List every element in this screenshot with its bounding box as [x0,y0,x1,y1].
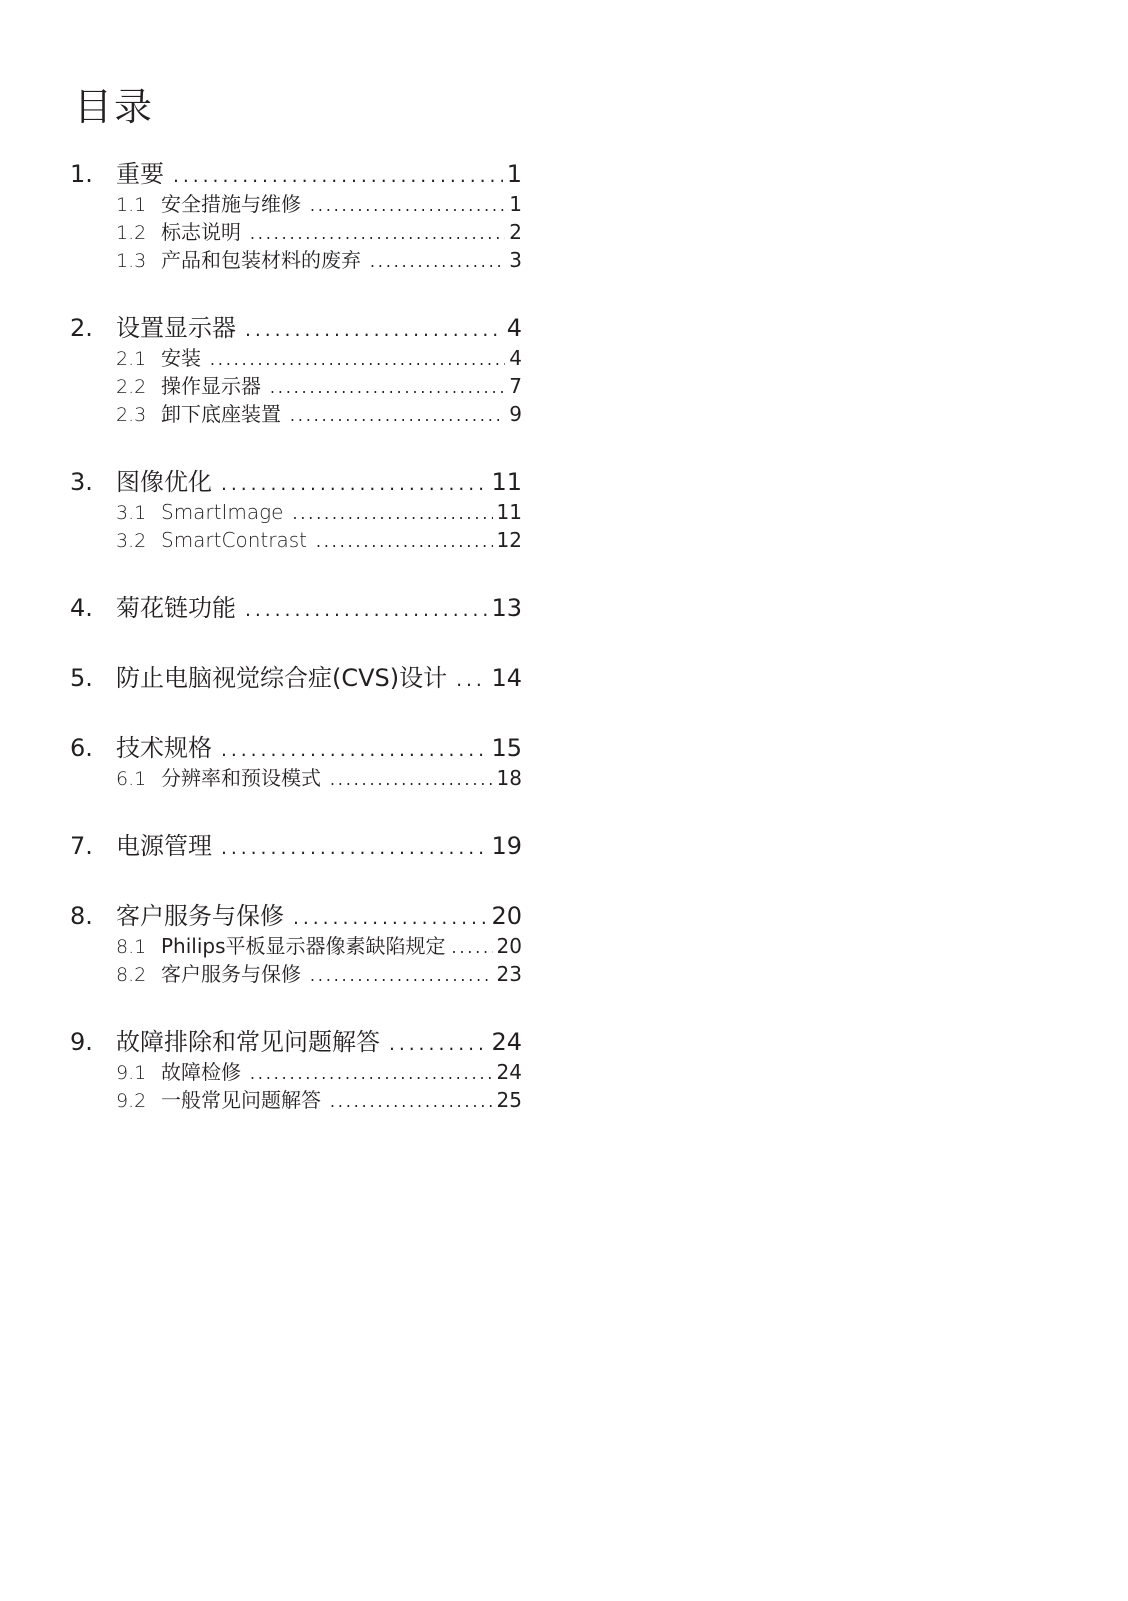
toc-entry-number: 2.2 [116,376,147,398]
toc-entry-9-2[interactable] [70,1086,522,1114]
toc-section-7 [70,830,522,862]
toc-entry-2-2[interactable] [70,372,522,400]
toc-entry-label: SmartImage [161,500,284,524]
dot-leader [330,1088,493,1116]
dot-leader [310,962,493,990]
toc-entry-label: 一般常见问题解答 [161,1088,321,1112]
dot-leader [250,220,505,248]
toc-entry-label: 故障排除和常见问题解答 [116,1028,380,1056]
dot-leader [221,735,487,767]
dot-leader [270,374,505,402]
toc-entry-page: 3 [509,248,522,272]
toc-entry-label: 安全措施与维修 [161,192,301,216]
toc-entry-label: 防止电脑视觉综合症(CVS)设计 [116,664,448,692]
toc-entry-number: 2.1 [116,348,147,370]
toc-entry-6-1[interactable] [70,764,522,792]
dot-leader [370,248,505,276]
toc-entry-4[interactable] [70,592,522,624]
toc-entry-number: 3.1 [116,502,147,524]
toc-entry-label: 重要 [116,160,164,188]
toc-entry-number: 6.1 [116,768,147,790]
toc-entry-number: 1. [70,160,93,188]
toc-entry-1-3[interactable] [70,246,522,274]
dot-leader [452,934,493,962]
toc-entry-page: 20 [496,934,522,958]
toc-entry-page: 1 [506,160,522,188]
table-of-contents [70,158,522,1152]
toc-entry-label: 操作显示器 [161,374,261,398]
toc-section-8 [70,900,522,988]
toc-entry-label: 安装 [161,346,201,370]
toc-entry-9-1[interactable] [70,1058,522,1086]
toc-entry-label: 故障检修 [161,1060,241,1084]
toc-entry-number: 8.1 [116,936,147,958]
toc-entry-label: 设置显示器 [116,314,236,342]
toc-section-2 [70,312,522,428]
toc-entry-1-1[interactable] [70,190,522,218]
toc-entry-8-2[interactable] [70,960,522,988]
toc-entry-number: 9.2 [116,1090,147,1112]
toc-entry-page: 4 [506,314,522,342]
toc-entry-number: 4. [70,594,93,622]
toc-entry-2-3[interactable] [70,400,522,428]
toc-entry-page: 7 [509,374,522,398]
dot-leader [456,665,487,697]
toc-entry-7[interactable] [70,830,522,862]
toc-entry-6[interactable] [70,732,522,764]
toc-entry-page: 18 [496,766,522,790]
toc-entry-page: 19 [491,832,522,860]
toc-entry-label: 产品和包装材料的废弃 [161,248,361,272]
toc-entry-label: SmartContrast [161,528,307,552]
toc-entry-number: 2.3 [116,404,147,426]
toc-entry-number: 9. [70,1028,93,1056]
dot-leader [245,315,503,347]
toc-entry-2-1[interactable] [70,344,522,372]
dot-leader [330,766,493,794]
toc-section-5 [70,662,522,694]
toc-entry-8-1[interactable] [70,932,522,960]
toc-entry-number: 9.1 [116,1062,147,1084]
toc-entry-page: 11 [491,468,522,496]
dot-leader [310,192,505,220]
toc-entry-page: 20 [491,902,522,930]
toc-entry-label: 客户服务与保修 [161,962,301,986]
toc-entry-page: 24 [491,1028,522,1056]
toc-entry-number: 3. [70,468,93,496]
toc-entry-label: 菊花链功能 [116,594,236,622]
toc-entry-1[interactable] [70,158,522,190]
toc-section-9 [70,1026,522,1114]
toc-entry-number: 1.1 [116,194,147,216]
toc-entry-page: 13 [491,594,522,622]
toc-entry-page: 24 [496,1060,522,1084]
toc-entry-page: 9 [509,402,522,426]
toc-entry-3-1[interactable] [70,498,522,526]
toc-section-4 [70,592,522,624]
toc-entry-page: 11 [496,500,522,524]
toc-entry-1-2[interactable] [70,218,522,246]
toc-entry-number: 8.2 [116,964,147,986]
dot-leader [316,528,493,556]
toc-entry-page: 12 [496,528,522,552]
toc-entry-5[interactable] [70,662,522,694]
toc-entry-8[interactable] [70,900,522,932]
toc-entry-label: 客户服务与保修 [116,902,284,930]
dot-leader [293,903,487,935]
toc-entry-page: 1 [509,192,522,216]
page-title: 目录 [74,85,155,129]
toc-entry-label: 电源管理 [116,832,212,860]
toc-entry-label: 卸下底座装置 [161,402,281,426]
toc-entry-2[interactable] [70,312,522,344]
toc-entry-page: 14 [491,664,522,692]
toc-entry-9[interactable] [70,1026,522,1058]
dot-leader [250,1060,493,1088]
toc-section-3 [70,466,522,554]
dot-leader [173,161,503,193]
toc-section-6 [70,732,522,792]
toc-entry-number: 1.3 [116,250,147,272]
toc-entry-number: 7. [70,832,93,860]
dot-leader [210,346,505,374]
toc-entry-number: 3.2 [116,530,147,552]
toc-entry-number: 8. [70,902,93,930]
toc-entry-3[interactable] [70,466,522,498]
dot-leader [290,402,505,430]
toc-entry-number: 2. [70,314,93,342]
toc-section-1 [70,158,522,274]
toc-entry-label: Philips平板显示器像素缺陷规定 [161,934,446,958]
toc-entry-number: 1.2 [116,222,147,244]
toc-entry-page: 25 [496,1088,522,1112]
toc-entry-number: 5. [70,664,93,692]
toc-entry-3-2[interactable] [70,526,522,554]
toc-entry-label: 技术规格 [116,734,212,762]
toc-entry-label: 分辨率和预设模式 [161,766,321,790]
toc-entry-label: 图像优化 [116,468,212,496]
dot-leader [221,469,487,501]
dot-leader [292,500,492,528]
toc-entry-page: 4 [509,346,522,370]
toc-entry-page: 23 [496,962,522,986]
dot-leader [221,833,487,865]
toc-entry-label: 标志说明 [161,220,241,244]
toc-entry-number: 6. [70,734,93,762]
dot-leader [389,1029,487,1061]
toc-entry-page: 15 [491,734,522,762]
dot-leader [245,595,487,627]
toc-entry-page: 2 [509,220,522,244]
